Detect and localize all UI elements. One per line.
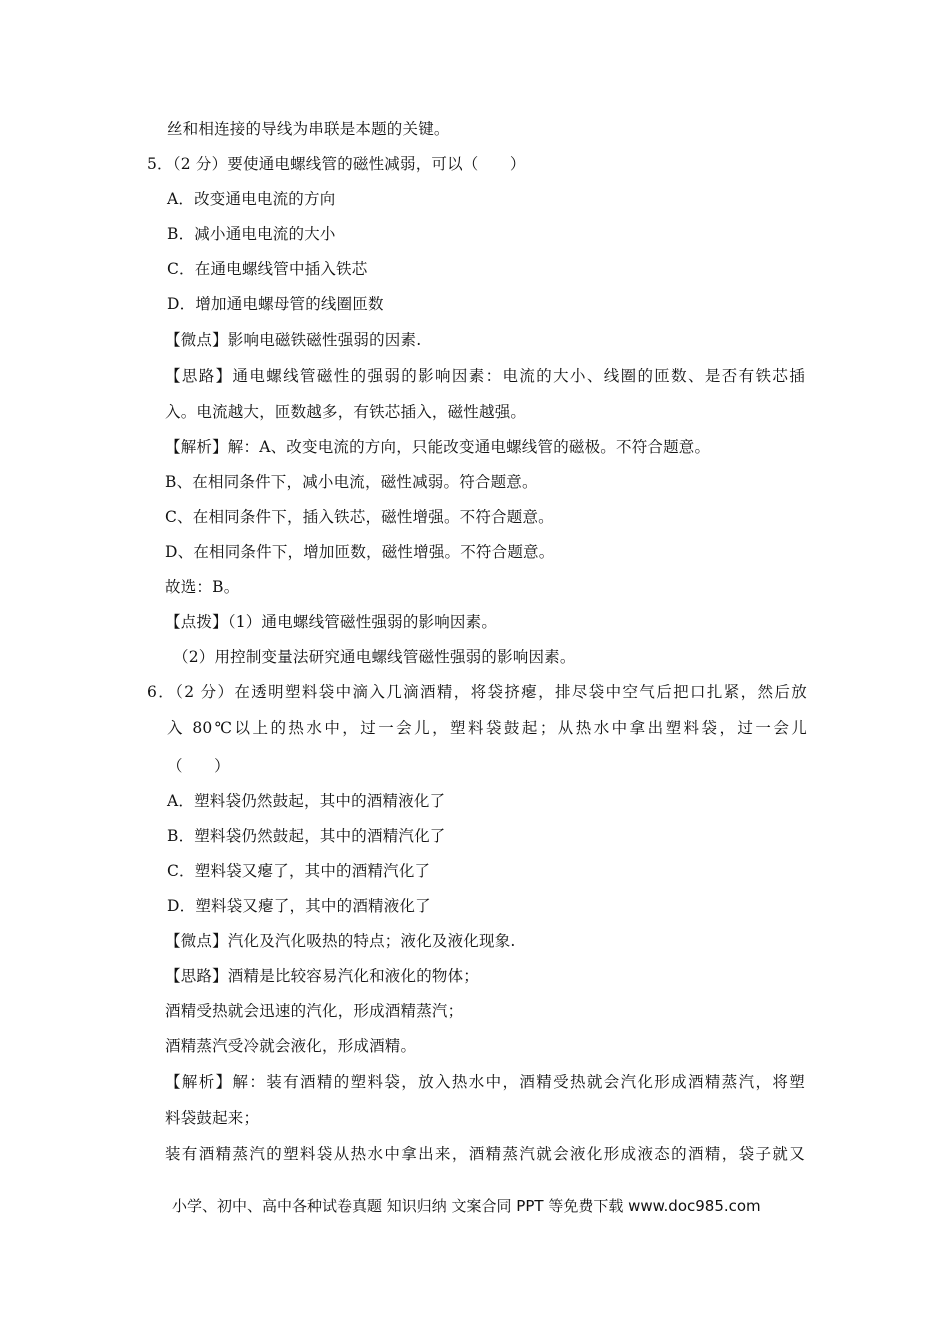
question-5-analysis-d: D、在相同条件下，增加匝数，磁性增强。不符合题意。 — [165, 543, 555, 561]
question-6-stem-cont: 入 80℃以上的热水中，过一会儿，塑料袋鼓起；从热水中拿出塑料袋，过一会儿 — [167, 719, 807, 737]
question-5-tip-2: （2）用控制变量法研究通电螺线管磁性强弱的影响因素。 — [173, 648, 576, 666]
page-footer: 小学、初中、高中各种试卷真题 知识归纳 文案合同 PPT 等免费下载 www.doc985.com — [172, 1197, 761, 1215]
question-5-option-c: C．在通电螺线管中插入铁芯 — [167, 260, 368, 278]
text-line: 丝和相连接的导线为串联是本题的关键。 — [167, 120, 450, 138]
question-5-approach: 【思路】通电螺线管磁性的强弱的影响因素：电流的大小、线圈的匝数、是否有铁芯插 — [165, 367, 805, 385]
question-5-answer: 故选：B。 — [165, 578, 240, 596]
question-5-option-b: B．减小通电电流的大小 — [167, 225, 336, 243]
question-6-stem: 6．（2 分）在透明塑料袋中滴入几滴酒精，将袋挤瘪，排尽袋中空气后把口扎紧，然后放 — [147, 683, 807, 701]
question-5-key-point: 【微点】影响电磁铁磁性强弱的因素. — [165, 331, 422, 349]
question-6-approach: 【思路】酒精是比较容易汽化和液化的物体； — [165, 967, 480, 985]
question-6-key-point: 【微点】汽化及汽化吸热的特点；液化及液化现象. — [165, 932, 516, 950]
question-6-option-a: A．塑料袋仍然鼓起，其中的酒精液化了 — [167, 792, 446, 810]
question-5-option-a: A．改变通电电流的方向 — [167, 190, 336, 208]
question-5-analysis: 【解析】解：A、改变电流的方向，只能改变通电螺线管的磁极。不符合题意。 — [165, 438, 711, 456]
question-6-option-c: C．塑料袋又瘪了，其中的酒精汽化了 — [167, 862, 431, 880]
question-6-analysis-cont: 料袋鼓起来； — [165, 1109, 260, 1127]
question-6-approach-3: 酒精蒸汽受冷就会液化，形成酒精。 — [165, 1037, 417, 1055]
question-6-option-b: B．塑料袋仍然鼓起，其中的酒精汽化了 — [167, 827, 446, 845]
question-5-approach-cont: 入。电流越大，匝数越多，有铁芯插入，磁性越强。 — [165, 403, 527, 421]
question-6-analysis: 【解析】解：装有酒精的塑料袋，放入热水中，酒精受热就会汽化形成酒精蒸汽，将塑 — [165, 1073, 805, 1091]
question-5-option-d: D．增加通电螺母管的线圈匝数 — [167, 295, 384, 313]
question-5-analysis-b: B、在相同条件下，减小电流，磁性减弱。符合题意。 — [165, 473, 538, 491]
question-5-analysis-c: C、在相同条件下，插入铁芯，磁性增强。不符合题意。 — [165, 508, 554, 526]
question-5-tip-1: 【点拨】（1）通电螺线管磁性强弱的影响因素。 — [165, 613, 498, 631]
question-6-approach-2: 酒精受热就会迅速的汽化，形成酒精蒸汽； — [165, 1002, 464, 1020]
question-5-stem: 5．（2 分）要使通电螺线管的磁性减弱，可以（ ） — [147, 155, 526, 173]
question-6-blank: （ ） — [167, 757, 230, 775]
question-6-analysis-2: 装有酒精蒸汽的塑料袋从热水中拿出来，酒精蒸汽就会液化形成液态的酒精，袋子就又 — [165, 1145, 805, 1163]
question-6-option-d: D．塑料袋又瘪了，其中的酒精液化了 — [167, 897, 431, 915]
